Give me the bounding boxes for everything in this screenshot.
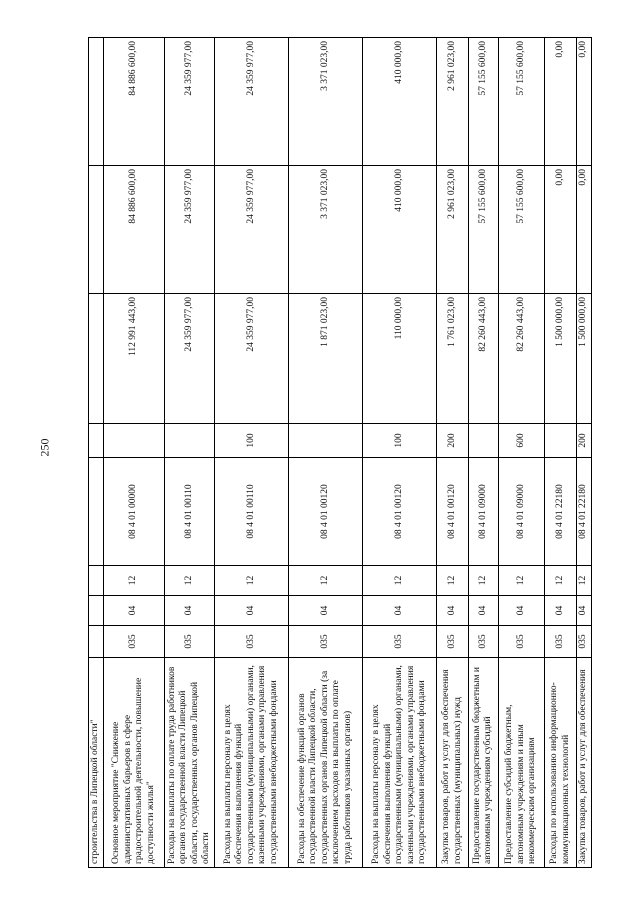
cell-y2: 410 000,00	[363, 166, 437, 294]
cell-y3: 24 359 977,00	[214, 38, 288, 166]
cell-target: 08 4 01 22180	[577, 458, 592, 566]
cell-y2: 24 359 977,00	[165, 166, 215, 294]
cell-vr: 200	[437, 424, 469, 458]
cell-y3	[89, 38, 104, 166]
cell-sect	[89, 596, 104, 626]
cell-gov: 035	[469, 626, 499, 658]
cell-vr: 600	[498, 424, 545, 458]
cell-name: Расходы на выплаты персоналу в целях обеспечения выполнения функций государственными (муниципальными) органами, казенными учреждениями, органами управления государственными внебюджетными фондами	[214, 658, 288, 868]
cell-y2	[89, 166, 104, 294]
cell-y1: 1 500 000,00	[545, 294, 577, 424]
cell-y2: 0,00	[577, 166, 592, 294]
cell-sect: 04	[545, 596, 577, 626]
table-row	[89, 38, 104, 868]
cell-y1: 1 500 000,00	[577, 294, 592, 424]
cell-sub	[89, 566, 104, 596]
cell-y1: 1 871 023,00	[289, 294, 363, 424]
cell-vr: 100	[214, 424, 288, 458]
cell-y3: 3 371 023,00	[289, 38, 363, 166]
table-row	[289, 38, 363, 868]
cell-vr	[165, 424, 215, 458]
cell-gov: 035	[577, 626, 592, 658]
cell-sub: 12	[469, 566, 499, 596]
cell-target: 08 4 01 09000	[498, 458, 545, 566]
cell-target: 08 4 01 09000	[469, 458, 499, 566]
budget-table	[88, 37, 592, 868]
cell-sect: 04	[363, 596, 437, 626]
cell-y2: 57 155 600,00	[469, 166, 499, 294]
cell-y3: 57 155 600,00	[498, 38, 545, 166]
cell-gov: 035	[437, 626, 469, 658]
cell-vr	[469, 424, 499, 458]
cell-y1: 82 260 443,00	[469, 294, 499, 424]
cell-sub: 12	[577, 566, 592, 596]
cell-target: 08 4 01 00120	[437, 458, 469, 566]
cell-target: 08 4 01 00110	[165, 458, 215, 566]
cell-sub: 12	[289, 566, 363, 596]
cell-sub: 12	[498, 566, 545, 596]
table-row	[469, 38, 499, 868]
table-row	[103, 38, 164, 868]
cell-y1: 24 359 977,00	[214, 294, 288, 424]
cell-sub: 12	[437, 566, 469, 596]
cell-target: 08 4 01 00120	[289, 458, 363, 566]
cell-sect: 04	[437, 596, 469, 626]
cell-sect: 04	[469, 596, 499, 626]
cell-gov: 035	[165, 626, 215, 658]
cell-gov: 035	[214, 626, 288, 658]
cell-name: строительства в Липецкой области"	[89, 658, 104, 868]
page-number: 250	[37, 438, 52, 457]
cell-y2: 2 961 023,00	[437, 166, 469, 294]
cell-gov: 035	[103, 626, 164, 658]
cell-name: Закупка товаров, работ и услуг для обеспечения государственных (муниципальных) нужд	[437, 658, 469, 868]
cell-target: 08 4 01 00000	[103, 458, 164, 566]
table-row	[498, 38, 545, 868]
cell-y3: 84 886 600,00	[103, 38, 164, 166]
cell-sub: 12	[165, 566, 215, 596]
cell-name: Расходы на обеспечение функций органов государственной власти Липецкой области, государственных органов Липецкой области (за исключением расходов на выплаты по оплате труда работников указанных органов)	[289, 658, 363, 868]
cell-y2: 0,00	[545, 166, 577, 294]
cell-gov: 035	[498, 626, 545, 658]
cell-y3: 2 961 023,00	[437, 38, 469, 166]
cell-y3: 0,00	[545, 38, 577, 166]
cell-name: Предоставление государственным бюджетным и автономным учреждениям субсидий	[469, 658, 499, 868]
cell-sub: 12	[363, 566, 437, 596]
cell-y3: 410 000,00	[363, 38, 437, 166]
table-row	[577, 38, 592, 868]
cell-target: 08 4 01 22180	[545, 458, 577, 566]
cell-vr	[545, 424, 577, 458]
cell-y1: 110 000,00	[363, 294, 437, 424]
cell-sub: 12	[214, 566, 288, 596]
rotated-table-container	[88, 38, 592, 868]
cell-y2: 24 359 977,00	[214, 166, 288, 294]
cell-sect: 04	[289, 596, 363, 626]
cell-y2: 3 371 023,00	[289, 166, 363, 294]
table-row	[545, 38, 577, 868]
cell-sect: 04	[103, 596, 164, 626]
cell-sect: 04	[214, 596, 288, 626]
cell-vr	[289, 424, 363, 458]
cell-sub: 12	[103, 566, 164, 596]
table-row	[363, 38, 437, 868]
cell-y2: 57 155 600,00	[498, 166, 545, 294]
cell-target: 08 4 01 00120	[363, 458, 437, 566]
cell-sect: 04	[165, 596, 215, 626]
cell-target: 08 4 01 00110	[214, 458, 288, 566]
cell-sub: 12	[545, 566, 577, 596]
cell-vr: 100	[363, 424, 437, 458]
cell-name: Предоставление субсидий бюджетным, автономным учреждениям и иным некоммерческим организациям	[498, 658, 545, 868]
cell-y3: 57 155 600,00	[469, 38, 499, 166]
cell-target	[89, 458, 104, 566]
cell-gov: 035	[289, 626, 363, 658]
cell-name: Закупка товаров, работ и услуг для обеспечения	[577, 658, 592, 868]
cell-y1: 1 761 023,00	[437, 294, 469, 424]
cell-sect: 04	[577, 596, 592, 626]
cell-y1: 82 260 443,00	[498, 294, 545, 424]
cell-y2: 84 886 600,00	[103, 166, 164, 294]
cell-name: Расходы на выплаты по оплате труда работников органов государственной власти Липецкой области, государственных органов Липецкой области	[165, 658, 215, 868]
cell-vr	[103, 424, 164, 458]
cell-vr	[89, 424, 104, 458]
cell-name: Основное мероприятие "Снижение административных барьеров в сфере градостроительной деятельности, повышение доступности жилья"	[103, 658, 164, 868]
cell-vr: 200	[577, 424, 592, 458]
cell-name: Расходы на выплаты персоналу в целях обеспечения выполнения функций государственными (муниципальными) органами, казенными учреждениями, органами управления государственными внебюджетными фондами	[363, 658, 437, 868]
cell-y3: 0,00	[577, 38, 592, 166]
cell-gov: 035	[545, 626, 577, 658]
cell-sect: 04	[498, 596, 545, 626]
cell-y1: 24 359 977,00	[165, 294, 215, 424]
cell-y1	[89, 294, 104, 424]
cell-y3: 24 359 977,00	[165, 38, 215, 166]
cell-y1: 112 991 443,00	[103, 294, 164, 424]
table-row	[214, 38, 288, 868]
table-row	[165, 38, 215, 868]
table-row	[437, 38, 469, 868]
cell-gov: 035	[363, 626, 437, 658]
cell-gov	[89, 626, 104, 658]
cell-name: Расходы по использованию информационно-коммуникационных технологий	[545, 658, 577, 868]
